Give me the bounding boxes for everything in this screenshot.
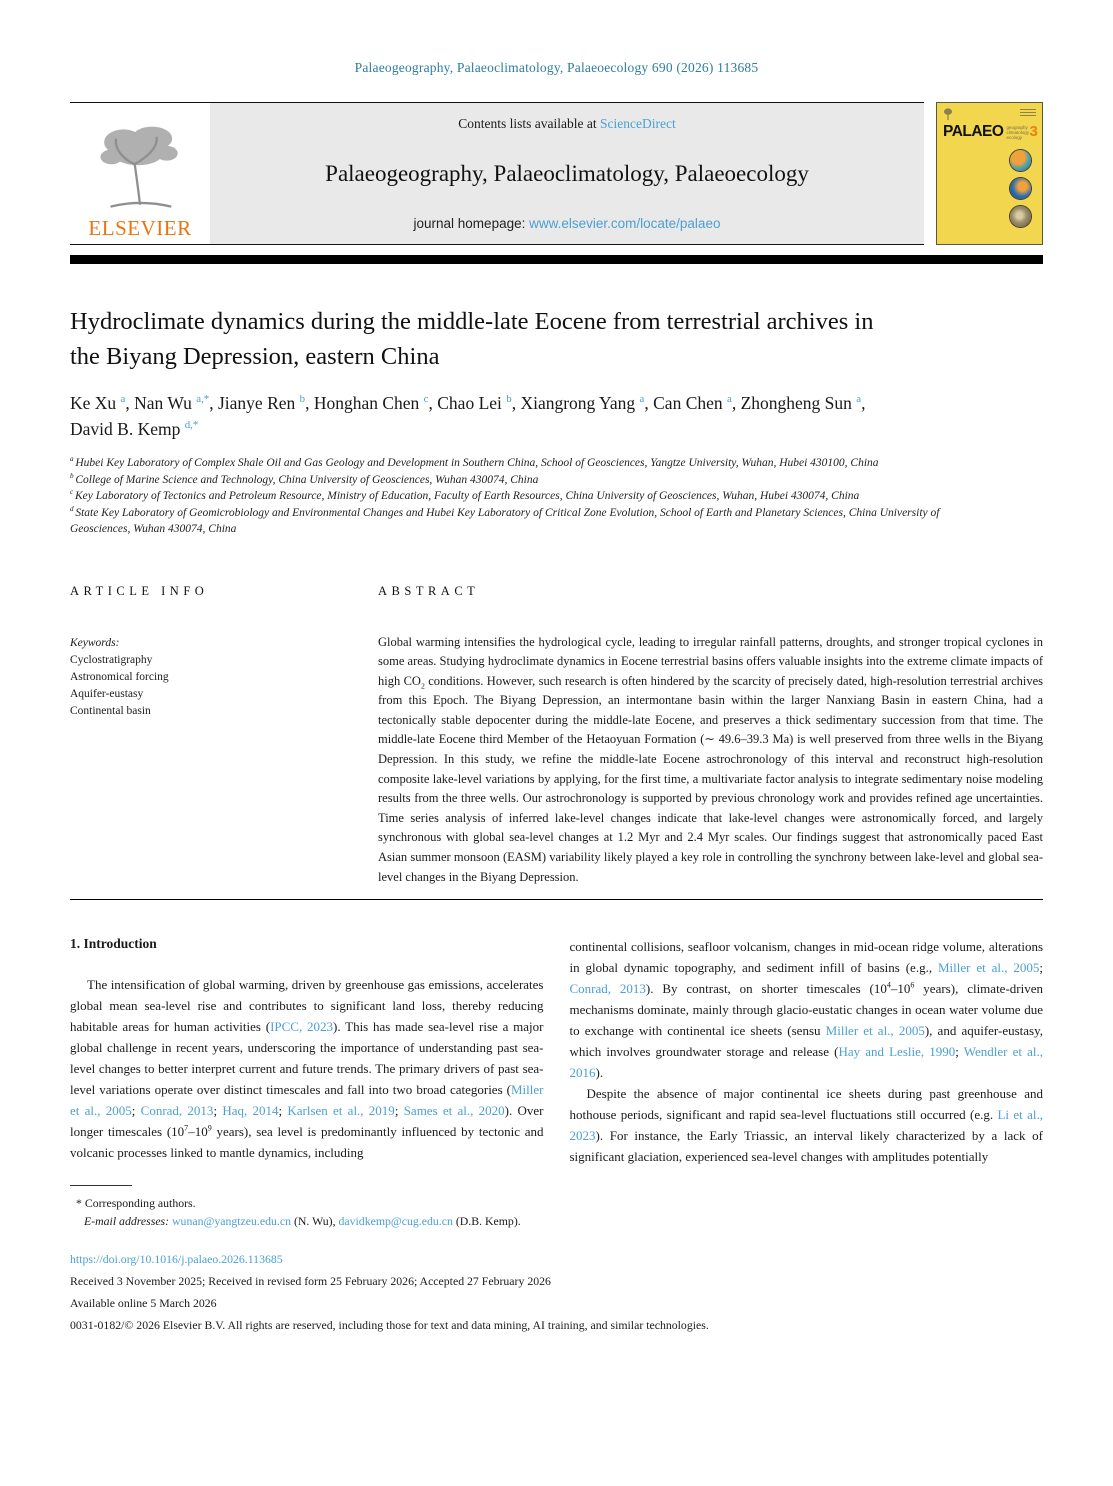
text-segment: The intensification of global warming, driven by greenhouse gas emissions, accelerates global mean sea-level rise and contributes to significant land loss, thereby reducing habitable areas for human activities (: [70, 977, 544, 1035]
text-segment: ;: [213, 1103, 223, 1119]
inline-link[interactable]: c: [423, 393, 429, 406]
text-segment: –10: [188, 1124, 208, 1140]
cover-top-strip: [943, 108, 1036, 121]
text-segment: years), sea level is predominantly influenced by tectonic and volcanic processes linked to mantle dynamics, including: [70, 1124, 544, 1161]
inline-link[interactable]: Miller et al., 2005: [937, 960, 1040, 976]
article-info-heading: ARTICLE INFO: [70, 583, 209, 598]
text-segment: ;: [955, 1044, 964, 1060]
keyword-item: Cyclostratigraphy: [70, 653, 153, 666]
header-divider-bar: [70, 255, 1043, 264]
text-segment: ;: [278, 1103, 288, 1119]
journal-title: Palaeogeography, Palaeoclimatology, Palaeoecology: [325, 161, 809, 186]
text-segment: (D.B. Kemp).: [452, 1214, 521, 1229]
inline-link[interactable]: Hay and Leslie, 1990: [838, 1044, 956, 1060]
text-segment: –10: [890, 981, 911, 997]
text-segment: (N. Wu),: [291, 1214, 339, 1229]
journal-cover-thumbnail[interactable]: [936, 102, 1043, 245]
inline-link[interactable]: Li et al., 2023: [569, 1107, 1043, 1144]
homepage-link[interactable]: www.elsevier.com/locate/palaeo: [529, 216, 721, 231]
inline-link[interactable]: Miller et al., 2005: [825, 1023, 925, 1039]
keyword-item: Aquifer-eustasy: [70, 687, 144, 700]
text-segment: , Nan Wu: [125, 393, 197, 413]
journal-citation: Palaeogeography, Palaeoclimatology, Palaeoecology 690 (2026) 113685: [354, 60, 759, 75]
text-segment: 4: [886, 980, 891, 990]
text-segment: , Honghan Chen: [305, 393, 424, 413]
abstract-heading: ABSTRACT: [378, 583, 480, 598]
elsevier-mini-tree-icon: [943, 108, 953, 121]
cover-masthead-subtitle: geography climatology ecology: [1006, 125, 1029, 141]
journal-header: [70, 102, 1043, 245]
text-segment: College of Marine Science and Technology, China University of Geosciences, Wuhan 430074, China: [75, 473, 539, 486]
inline-link[interactable]: davidkemp@cug.edu.cn: [338, 1214, 453, 1229]
text-segment: 2: [420, 681, 425, 691]
inline-link[interactable]: Karlsen et al., 2019: [287, 1103, 395, 1119]
text-segment: E-mail addresses:: [84, 1214, 173, 1229]
footnote-rule: [70, 1185, 132, 1186]
received-dates: Received 3 November 2025; Received in revised form 25 February 2026; Accepted 27 February 2026: [70, 1274, 551, 1289]
text-segment: , David B. Kemp: [70, 393, 866, 439]
inline-link[interactable]: b: [299, 393, 306, 406]
text-segment: d: [70, 504, 76, 513]
text-segment: 9: [207, 1123, 212, 1133]
text-segment: Despite the absence of major continental ice sheets during past greenhouse and hothouse periods, significant and rapid sea-level fluctuations still occurred (e.g.: [569, 1086, 1043, 1123]
text-segment: , Zhongheng Sun: [731, 393, 857, 413]
sciencedirect-link[interactable]: ScienceDirect: [600, 116, 676, 131]
inline-link[interactable]: Wendler et al., 2016: [569, 1044, 1043, 1081]
text-segment: 6: [910, 980, 915, 990]
text-segment: , Xiangrong Yang: [511, 393, 640, 413]
abstract-text: [378, 633, 1043, 888]
text-segment: a: [70, 455, 76, 464]
text-segment: Global warming intensifies the hydrological cycle, leading to irregular rainfall patterns, droughts, and stronger tropical cyclones in some areas. Studying hydroclimate dynamics in Eocene terrestrial basins offers valuable insights into the extreme climate impacts of high CO: [378, 634, 1043, 688]
inline-link[interactable]: Sames et al., 2020: [403, 1103, 505, 1119]
abstract-panel: [378, 584, 1043, 888]
cover-globe-image-2: [1010, 178, 1031, 199]
elsevier-logo[interactable]: [70, 103, 210, 244]
text-segment: continental collisions, seafloor volcanism, changes in mid-ocean ridge volume, alterations in global dynamic topography, and sediment infill of basins (e.g.,: [569, 939, 1043, 976]
copyright-line: 0031-0182/© 2026 Elsevier B.V. All rights are reserved, including those for text and data mining, AI training, and similar technologies.: [70, 1318, 709, 1333]
elsevier-tree-icon: [94, 122, 186, 214]
inline-link[interactable]: a: [120, 393, 126, 406]
text-segment: ). For instance, the Early Triassic, an interval likely characterized by a lack of significant glaciation, experienced sea-level changes with amplitudes potentially: [569, 1128, 1043, 1165]
email-addresses-line: [70, 1212, 1043, 1230]
text-segment: years), climate-driven mechanisms dominate, mainly through glacio-eustatic changes in ocean water volume due to exchange with continental ice sheets (sensu: [569, 981, 1043, 1039]
intro-paragraph-1: [70, 974, 544, 1163]
article-title: Hydroclimate dynamics during the middle-late Eocene from terrestrial archives in the Biyang Depression, eastern China: [70, 308, 874, 370]
inline-link[interactable]: Haq, 2014: [222, 1103, 279, 1119]
cover-ammonite-image: [1010, 206, 1031, 227]
journal-banner-strip: [70, 102, 924, 245]
inline-link[interactable]: d,*: [184, 419, 199, 432]
section-heading-introduction: 1. Introduction: [70, 936, 157, 952]
inline-link[interactable]: wunan@yangtzeu.edu.cn: [172, 1214, 291, 1229]
affiliation-c: [70, 488, 985, 505]
affiliation-d: [70, 505, 985, 538]
text-segment: ). Over longer timescales (10: [70, 1103, 544, 1140]
right-column: [570, 936, 1044, 1167]
doi-link[interactable]: https://doi.org/10.1016/j.palaeo.2026.113685: [70, 1252, 283, 1267]
text-segment: ). This has made sea-level rise a major global challenge in recent years, underscoring the importance of understanding past sea-level changes to better interpret current and future trends. The primary drivers of past sea-level variations operate over distinct timescales and fall into two broad categories (: [70, 1019, 544, 1098]
text-segment: ).: [595, 1065, 604, 1081]
footnote-block: [70, 1185, 1043, 1230]
text-segment: , Jianye Ren: [209, 393, 300, 413]
author-list: [70, 390, 870, 442]
affiliation-b: [70, 472, 985, 489]
text-segment: 7: [184, 1123, 189, 1133]
text-segment: ). By contrast, on shorter timescales (10: [645, 981, 887, 997]
text-segment: State Key Laboratory of Geomicrobiology and Environmental Changes and Hubei Key Laboratory of Critical Zone Evolution, School of Earth and Planetary Sciences, China University of Geosciences, Wuhan 430074, China: [70, 506, 940, 535]
inline-link[interactable]: Conrad, 2013: [569, 981, 646, 997]
text-segment: , Chao Lei: [428, 393, 507, 413]
text-segment: ;: [131, 1103, 141, 1119]
keywords-label: Keywords:: [70, 636, 120, 649]
inline-link[interactable]: b: [506, 393, 512, 406]
inline-link[interactable]: a: [856, 393, 862, 406]
inline-link[interactable]: Miller et al., 2005: [70, 1082, 544, 1119]
inline-link[interactable]: Conrad, 2013: [140, 1103, 214, 1119]
keyword-item: Astronomical forcing: [70, 670, 169, 683]
cover-masthead-row: [943, 123, 1036, 141]
info-abstract-section: [70, 584, 1043, 888]
journal-masthead-box: [210, 103, 924, 244]
text-segment: b: [70, 471, 76, 480]
inline-link[interactable]: a: [727, 393, 732, 406]
cover-images: [943, 150, 1036, 227]
article-footer: [70, 1248, 1043, 1336]
contents-line: [458, 116, 675, 132]
inline-link[interactable]: a: [639, 393, 645, 406]
cover-globe-image-1: [1010, 150, 1031, 171]
corresponding-authors-note: * Corresponding authors.: [76, 1196, 196, 1211]
keyword-item: Continental basin: [70, 704, 151, 717]
homepage-label: journal homepage:: [413, 216, 530, 231]
intro-paragraph-1-continued: [570, 936, 1044, 1083]
cover-masthead: PALAEO: [943, 123, 1004, 140]
affiliations: [70, 455, 985, 538]
text-segment: , Can Chen: [644, 393, 728, 413]
abstract-body-divider: [70, 899, 1043, 900]
article-info-panel: [70, 584, 342, 888]
cover-issue-number: 3: [1029, 123, 1038, 140]
text-segment: Key Laboratory of Tectonics and Petroleum Resource, Ministry of Education, Faculty of Earth Resources, China University of Geosciences, Wuhan, Hubei 430074, China: [74, 490, 860, 502]
text-segment: Hubei Key Laboratory of Complex Shale Oil and Gas Geology and Development in Southern China, School of Geosciences, Yangtze University, Wuhan, Hubei 430100, China: [75, 457, 879, 469]
text-segment: ;: [394, 1103, 404, 1119]
text-segment: ), and aquifer-eustasy, which involves groundwater storage and release (: [569, 1023, 1044, 1060]
inline-link[interactable]: IPCC, 2023: [270, 1019, 333, 1035]
left-column: [70, 936, 544, 1167]
homepage-line: [414, 216, 721, 231]
text-segment: conditions. However, such research is often hindered by the scarcity of precisely dated, high-resolution terrestrial archives from this Epoch. The Biyang Depression, an intermontane basin within the larger Nanxiang Basin in eastern China, had a tectonically stable depocenter during the middle-late Eocene, and preserves a thick sedimentary succession from that time. The middle-late Eocene third Member of the Hetaoyuan Formation (∼ 49.6–39.3 Ma) is well preserved from three wells in the Biyang Depression. In this study, we refine the middle-late Eocene astrochronology of this interval and reconstruct high-resolution composite lake-level variations by applying, for the first time, a multivariate factor analysis to integrate sedimentary noise modeling results from the three wells. Our astrochronology is supported by previous chronology work and provides refined age uncertainties. Time series analysis of inferred lake-level changes indicate that lake-level changes were astronomically forced, and largely synchronous with global sea-level changes at 1.2 Myr and 2.4 Myr scales. Our findings suggest that astronomically paced East Asian summer monsoon (EASM) variability likely played a key role in controlling the synchrony between lake-level and global sea-level changes in the Biyang Depression.: [378, 673, 1043, 884]
cover-issue-meta: [1020, 109, 1036, 118]
inline-link[interactable]: a,*: [196, 393, 210, 406]
intro-paragraph-2: [570, 1083, 1044, 1167]
introduction-section: [70, 936, 1043, 1167]
text-segment: Ke Xu: [70, 393, 121, 413]
available-online: Available online 5 March 2026: [70, 1296, 217, 1311]
text-segment: ;: [1039, 960, 1043, 976]
text-segment: c: [70, 488, 75, 497]
affiliation-a: [70, 455, 985, 472]
elsevier-wordmark: ELSEVIER: [88, 216, 192, 240]
contents-text: Contents lists available at: [458, 116, 600, 131]
